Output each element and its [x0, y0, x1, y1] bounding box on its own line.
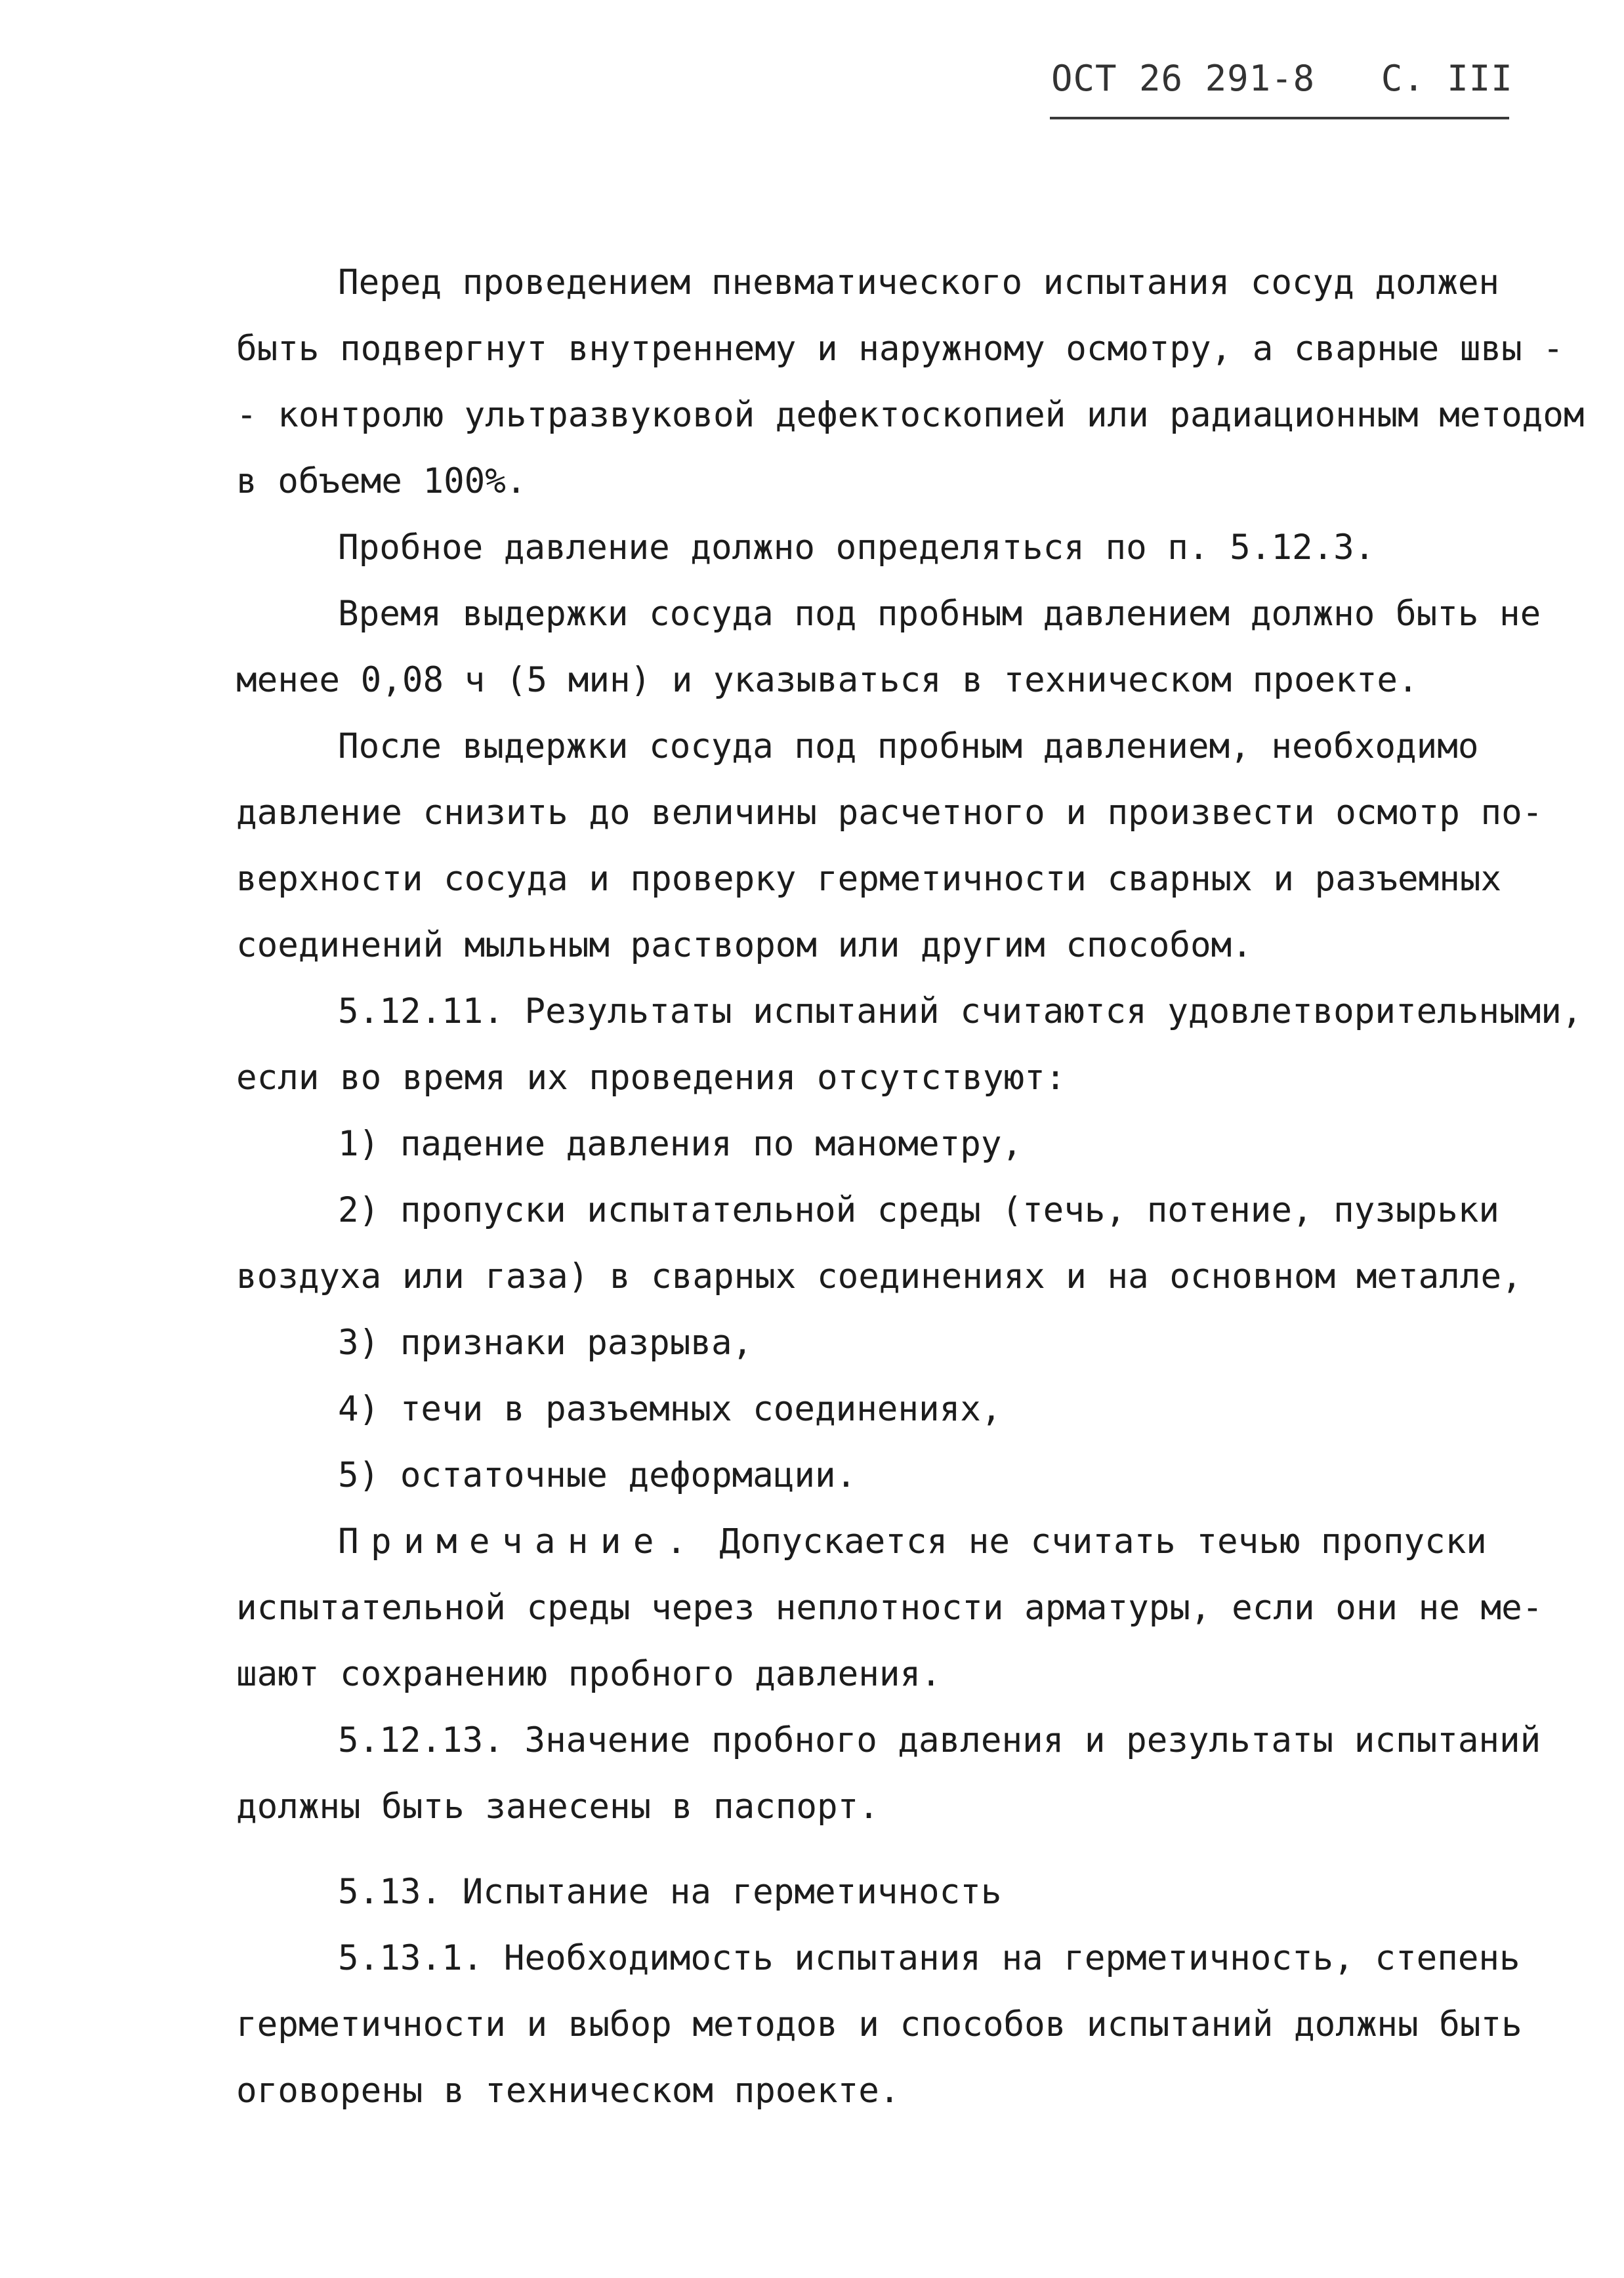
paragraph-line: соединений мыльным раствором или другим способом.	[236, 925, 1253, 965]
list-item: 4) течи в разъемных соединениях,	[338, 1389, 1002, 1429]
page-number: С. III	[1381, 58, 1513, 99]
header-underline	[1050, 117, 1509, 119]
list-item: 2) пропуски испытательной среды (течь, потение, пузырьки	[338, 1190, 1500, 1230]
paragraph-line: менее 0,08 ч (5 мин) и указываться в техническом проекте.	[236, 660, 1419, 700]
paragraph-line: - контролю ультразвуковой дефектоскопией или радиационным методом	[236, 395, 1585, 435]
note-line: испытательной среды через неплотности арматуры, если они не ме-	[236, 1588, 1543, 1628]
note-text: Допускается не считать течью пропуски	[698, 1522, 1487, 1562]
clause-5-13-1: 5.13.1. Необходимость испытания на герметичность, степень	[338, 1938, 1520, 1978]
section-heading: 5.13. Испытание на герметичность	[338, 1872, 1002, 1912]
note-line	[236, 1508, 1588, 1575]
document-body	[236, 249, 1588, 2124]
paragraph-line: давление снизить до величины расчетного и произвести осмотр по-	[236, 793, 1543, 833]
list-item: 3) признаки разрыва,	[338, 1323, 753, 1363]
note-label: Примечание.	[338, 1522, 699, 1562]
paragraph-line: Пробное давление должно определяться по п. 5.12.3.	[338, 528, 1375, 568]
header-text	[1051, 58, 1513, 99]
paragraph-line: верхности сосуда и проверку герметичности сварных и разъемных	[236, 859, 1502, 899]
paragraph-line: Время выдержки сосуда под пробным давлением должно быть не	[338, 594, 1541, 634]
paragraph-line: быть подвергнут внутреннему и наружному осмотру, а сварные швы -	[236, 329, 1564, 369]
list-item-continuation: воздуха или газа) в сварных соединениях и на основном металле,	[236, 1256, 1522, 1296]
paragraph-line: оговорены в техническом проекте.	[236, 2071, 900, 2111]
paragraph-line: в объеме 100%.	[236, 461, 527, 501]
list-item: 1) падение давления по манометру,	[338, 1124, 1023, 1164]
paragraph-line: если во время их проведения отсутствуют:	[236, 1058, 1066, 1098]
paragraph-line: После выдержки сосуда под пробным давлением, необходимо	[338, 726, 1479, 766]
list-item: 5) остаточные деформации.	[338, 1455, 857, 1495]
page-header	[1050, 58, 1513, 123]
paragraph-line: герметичности и выбор методов и способов испытаний должны быть	[236, 2004, 1522, 2044]
paragraph-line: Перед проведением пневматического испытания сосуд должен	[338, 262, 1500, 302]
standard-number: ОСТ 26 291-8	[1051, 58, 1316, 99]
section-gap	[236, 1840, 1588, 1859]
note-line: шают сохранению пробного давления.	[236, 1654, 942, 1694]
clause-5-12-13: 5.12.13. Значение пробного давления и результаты испытаний	[338, 1720, 1541, 1760]
paragraph-line: должны быть занесены в паспорт.	[236, 1787, 879, 1827]
clause-5-12-11: 5.12.11. Результаты испытаний считаются удовлетворительными,	[338, 991, 1583, 1031]
